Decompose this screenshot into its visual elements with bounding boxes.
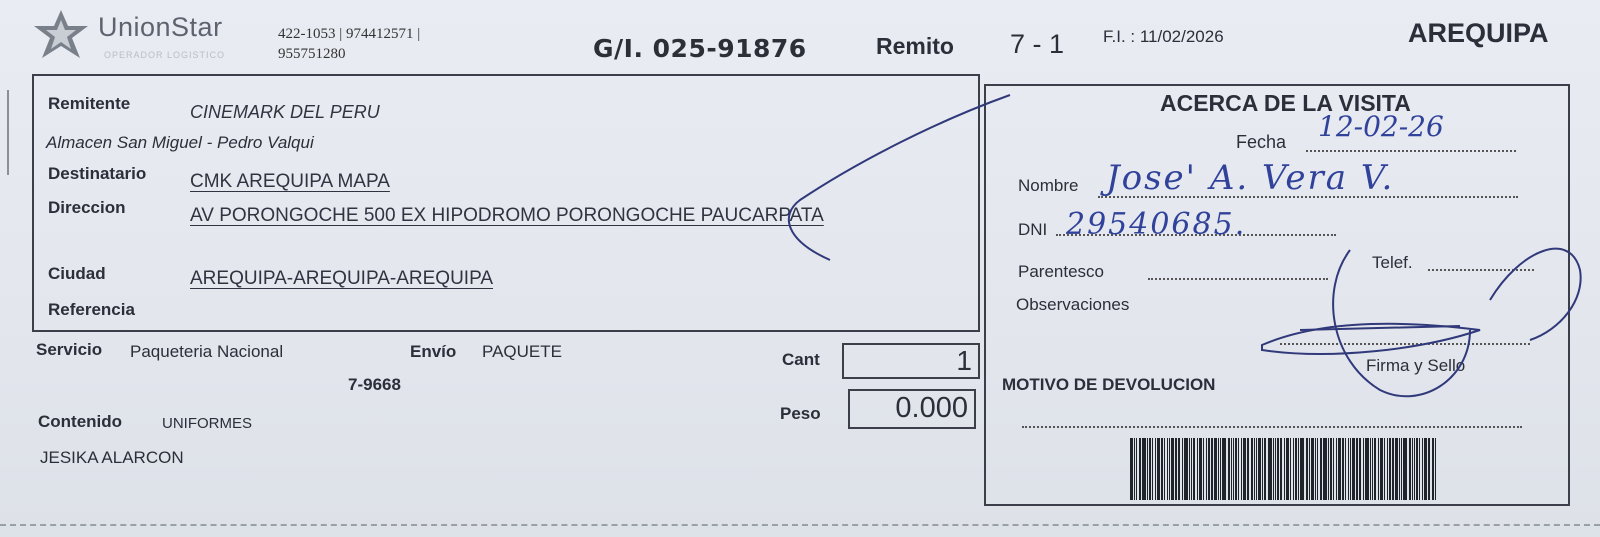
- direccion-value: AV PORONGOCHE 500 EX HIPODROMO PORONGOCHE PAUCARPATA: [190, 205, 824, 226]
- tear-line: [0, 524, 1600, 526]
- issue-date: F.I. : 11/02/2026: [1103, 27, 1224, 46]
- remitente-label: Remitente: [48, 94, 131, 113]
- motivo-label: MOTIVO DE DEVOLUCION: [1002, 375, 1216, 394]
- visit-title: ACERCA DE LA VISITA: [1160, 90, 1411, 116]
- cant-label: Cant: [782, 350, 820, 369]
- almacen-text: Almacen San Miguel - Pedro Valqui: [46, 133, 314, 152]
- envio-label: Envío: [410, 342, 457, 361]
- guide-number: G/I. 025-91876: [593, 34, 807, 63]
- dni-label: DNI: [1018, 220, 1048, 239]
- contenido-value: UNIFORMES: [162, 415, 252, 432]
- phone-numbers: 422-1053 | 974412571 | 955751280: [278, 26, 421, 62]
- destinatario-value: CMK AREQUIPA MAPA: [190, 171, 390, 192]
- tracking-code: 7-9668: [348, 375, 401, 394]
- dni-handwritten: 29540685.: [1066, 207, 1247, 242]
- fecha-label: Fecha: [1236, 132, 1287, 152]
- ciudad-value: AREQUIPA-AREQUIPA-AREQUIPA: [190, 268, 493, 289]
- envio-value: PAQUETE: [482, 342, 562, 361]
- parentesco-label: Parentesco: [1018, 262, 1104, 281]
- ciudad-label: Ciudad: [48, 264, 106, 283]
- peso-value: 0.000: [895, 392, 968, 424]
- direccion-label: Direccion: [48, 198, 126, 217]
- firma-label: Firma y Sello: [1366, 356, 1466, 375]
- remito-label: Remito: [876, 33, 954, 59]
- contact-name: JESIKA ALARCON: [40, 448, 184, 467]
- nombre-label: Nombre: [1018, 176, 1079, 195]
- brand-subtitle: OPERADOR LOGISTICO: [104, 50, 226, 60]
- remitente-value: CINEMARK DEL PERU: [190, 102, 380, 122]
- remito-value: 7 - 1: [1010, 29, 1065, 59]
- destinatario-label: Destinatario: [48, 164, 147, 183]
- telef-label: Telef.: [1372, 253, 1413, 272]
- cant-value: 1: [956, 345, 972, 376]
- servicio-label: Servicio: [36, 340, 103, 359]
- observaciones-label: Observaciones: [1016, 295, 1130, 314]
- contenido-label: Contenido: [38, 412, 123, 431]
- referencia-label: Referencia: [48, 300, 135, 319]
- peso-label: Peso: [780, 404, 821, 423]
- nombre-handwritten: Jose' A. Vera V.: [1106, 158, 1395, 198]
- servicio-value: Paqueteria Nacional: [130, 342, 284, 361]
- fecha-handwritten: 12-02-26: [1318, 110, 1444, 143]
- destination-city: AREQUIPA: [1408, 18, 1549, 48]
- brand-name: UnionStar: [98, 12, 223, 42]
